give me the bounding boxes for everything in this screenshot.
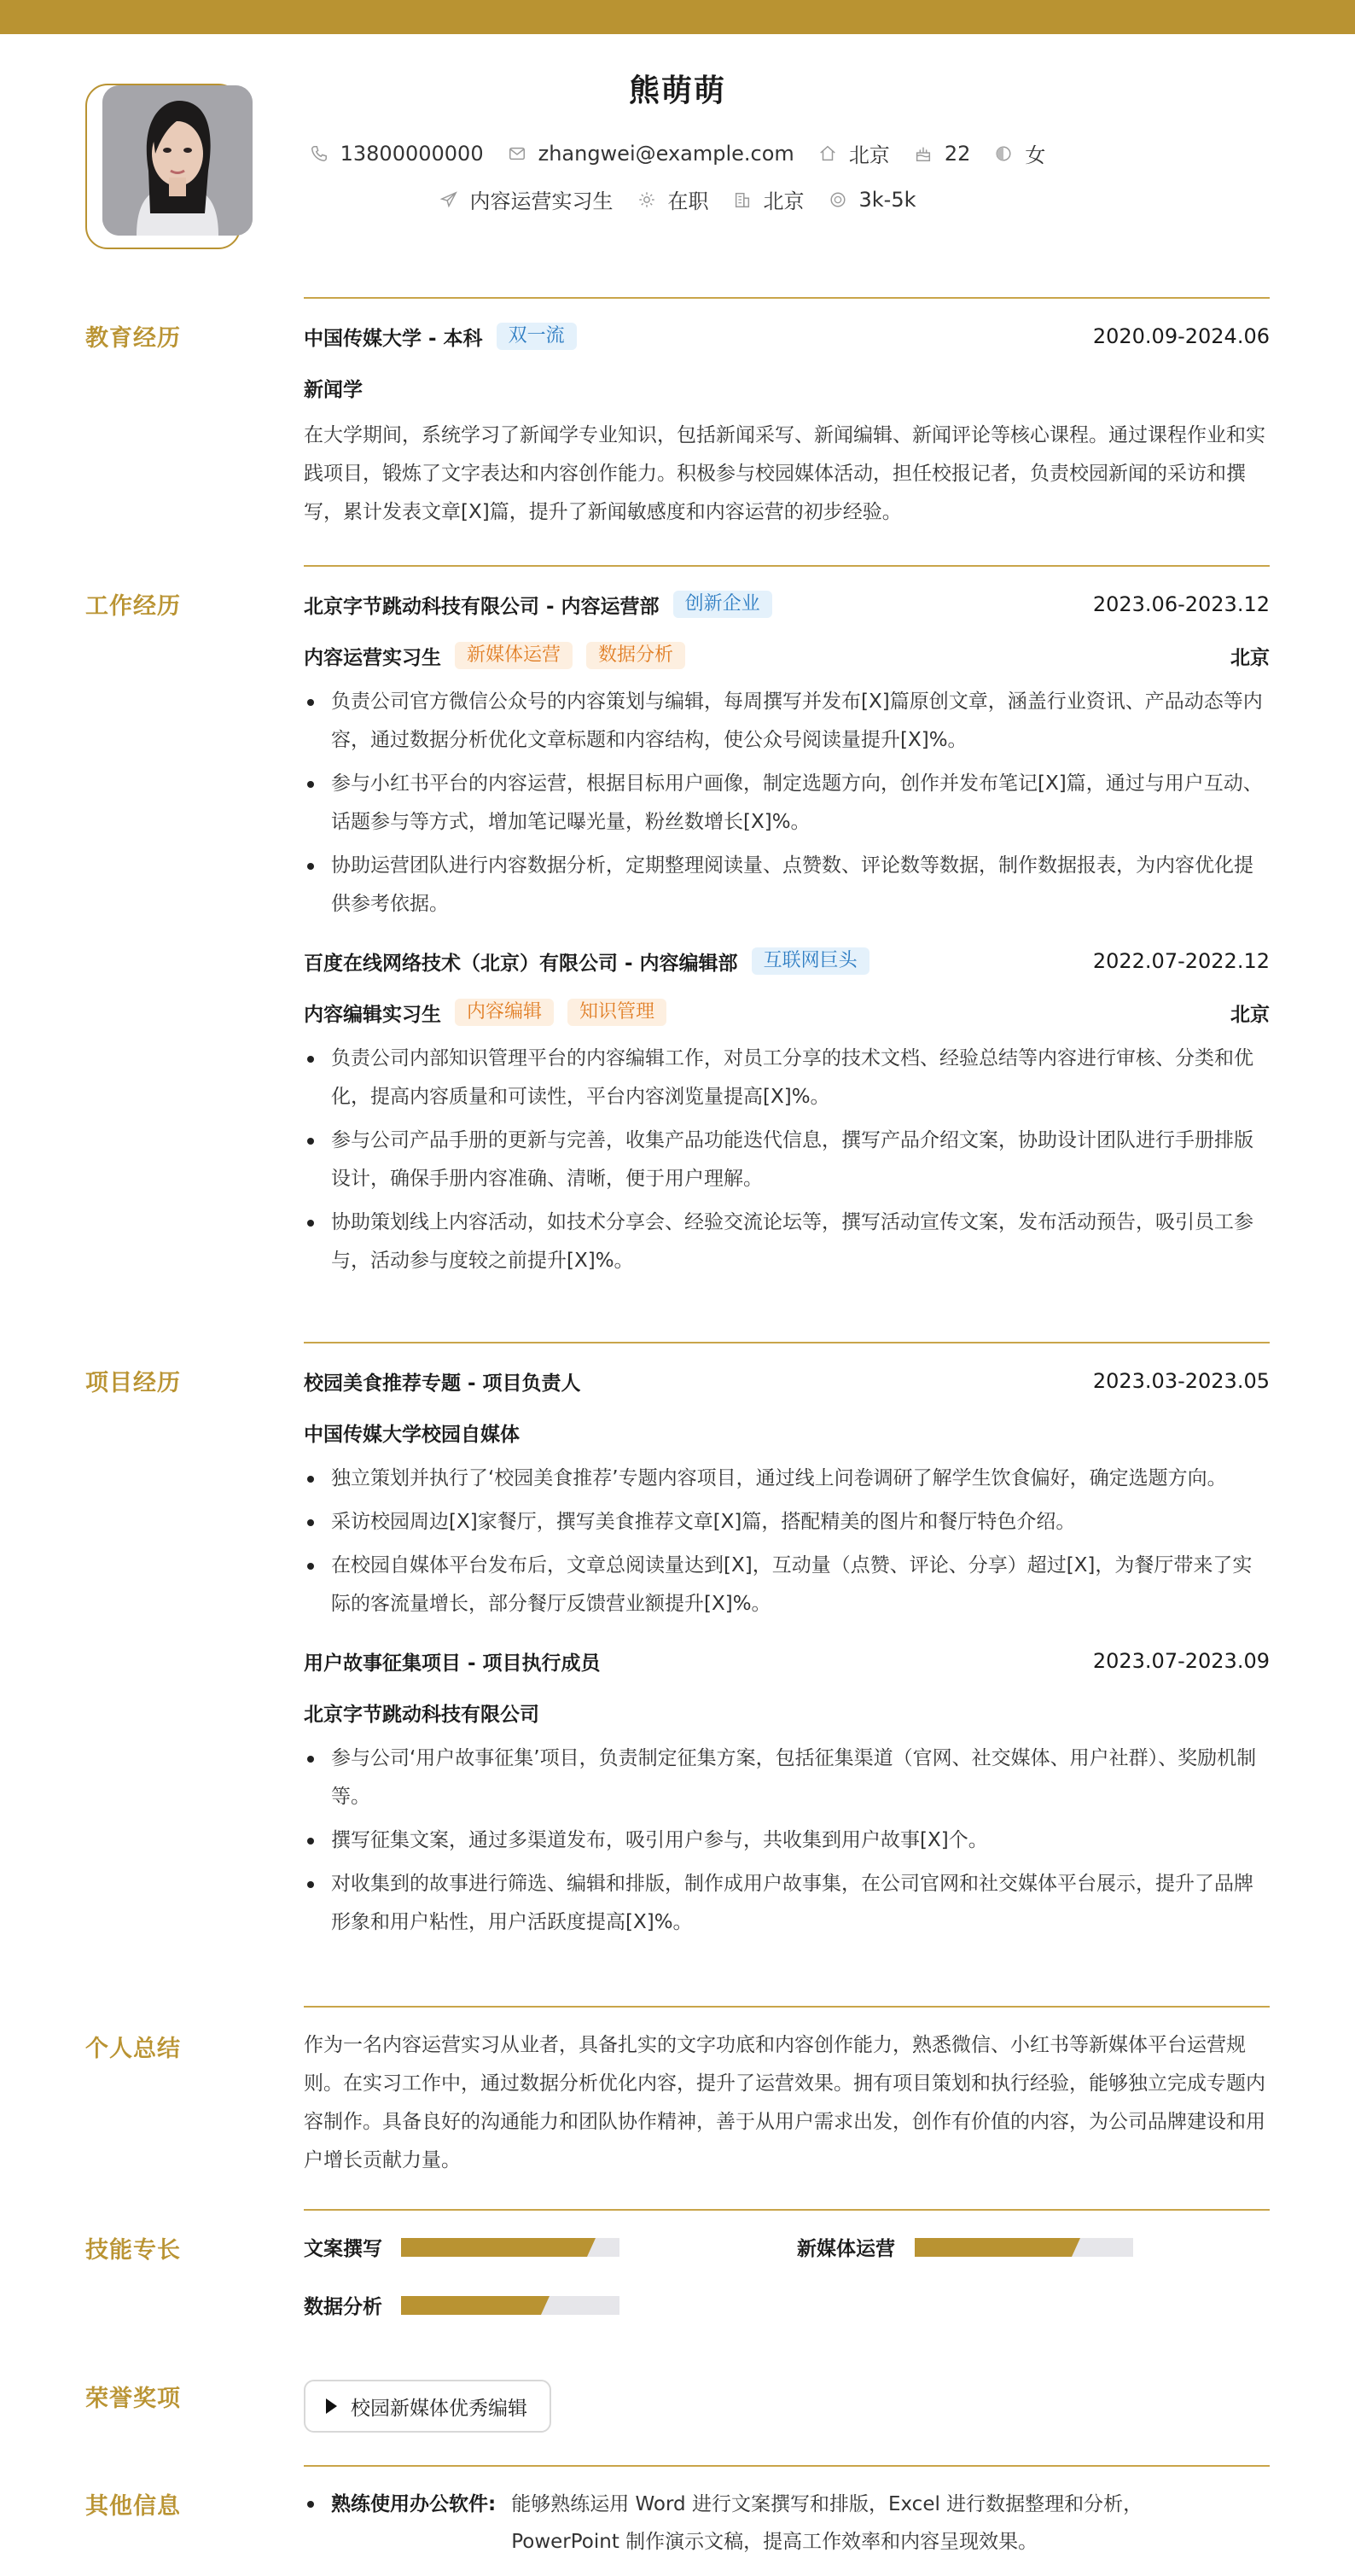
company-name: 百度在线网络技术（北京）有限公司 - 内容编辑部 <box>304 952 738 975</box>
job-role: 内容运营实习生 <box>304 646 441 669</box>
project-entry <box>304 1644 1270 1942</box>
skill-item <box>304 2291 619 2319</box>
target-city-text: 北京 <box>763 189 805 213</box>
section-title-projects: 项目经历 <box>85 1370 181 1396</box>
job-location: 北京 <box>1230 646 1270 669</box>
education-content <box>304 319 1270 532</box>
school-name: 中国传媒大学 - 本科 <box>304 327 483 350</box>
salary-item <box>829 188 916 212</box>
project-entry <box>304 1364 1270 1623</box>
cake-icon <box>914 144 933 163</box>
send-icon <box>439 190 458 209</box>
list-item: 参与公司产品手册的更新与完善，收集产品功能迭代信息，撰写产品介绍文案，协助设计团队进行手册排版设计，确保手册内容准确、清晰，便于用户理解。 <box>304 1122 1270 1198</box>
project-org: 北京字节跳动科技有限公司 <box>304 1703 539 1726</box>
project-name: 校园美食推荐专题 - 项目负责人 <box>304 1372 581 1395</box>
role-tag: 新媒体运营 <box>455 642 573 669</box>
list-item: 在校园自媒体平台发布后，文章总阅读量达到[X]，互动量（点赞、评论、分享）超过[X]，为餐厅带来了实际的客流量增长，部分餐厅反馈营业额提升[X]%。 <box>304 1547 1270 1623</box>
award-item-button[interactable] <box>304 2380 551 2433</box>
company-tag: 创新企业 <box>673 591 772 618</box>
age-item <box>914 142 971 166</box>
job-role: 内容编辑实习生 <box>304 1003 441 1026</box>
gender-item <box>994 138 1045 168</box>
project-date: 2023.07-2023.09 <box>1092 1649 1270 1673</box>
work-entry <box>304 944 1270 1280</box>
skill-bar <box>401 2238 619 2257</box>
gear-icon <box>637 190 656 209</box>
award-text: 校园新媒体优秀编辑 <box>351 2397 527 2420</box>
section-divider <box>304 1342 1270 1343</box>
project-date: 2023.03-2023.05 <box>1092 1369 1270 1393</box>
role-tag: 数据分析 <box>586 642 685 669</box>
work-date: 2023.06-2023.12 <box>1092 592 1270 616</box>
skill-label: 新媒体运营 <box>797 2238 895 2260</box>
city-text: 北京 <box>848 143 890 167</box>
email-text[interactable]: zhangwei@example.com <box>538 141 794 166</box>
status-text: 在职 <box>667 189 709 213</box>
list-item: 负责公司官方微信公众号的内容策划与编辑，每周撰写并发布[X]篇原创文章，涵盖行业资讯、产品动态等内容，通过数据分析优化文章标题和内容结构，使公众号阅读量提升[X]%。 <box>304 683 1270 760</box>
list-item: 对收集到的故事进行筛选、编辑和排版，制作成用户故事集，在公司官网和社交媒体平台展示，提升了品牌形象和用户粘性，用户活跃度提高[X]%。 <box>304 1865 1270 1942</box>
work-content <box>304 587 1270 1280</box>
candidate-name: 熊萌萌 <box>628 73 726 108</box>
education-date: 2020.09-2024.06 <box>1092 324 1270 348</box>
list-item: 撰写征集文案，通过多渠道发布，吸引用户参与，共收集到用户故事[X]个。 <box>304 1821 1270 1860</box>
skill-bar <box>401 2296 619 2315</box>
skill-label: 文案撰写 <box>304 2238 382 2260</box>
other-value: 能够熟练运用 Word 进行文案撰写和排版，Excel 进行数据整理和分析，PowerPoint 制作演示文稿，提高工作效率和内容呈现效果。 <box>511 2493 1143 2553</box>
project-name: 用户故事征集项目 - 项目执行成员 <box>304 1652 601 1675</box>
list-item: 协助运营团队进行内容数据分析，定期整理阅读量、点赞数、评论数等数据，制作数据报表，为内容优化提供参考依据。 <box>304 847 1270 924</box>
mail-icon <box>508 144 526 163</box>
project-bullets <box>304 1460 1270 1623</box>
school-tag: 双一流 <box>497 323 577 350</box>
work-bullets <box>304 683 1270 924</box>
role-tag: 知识管理 <box>567 999 666 1026</box>
list-item: 参与小红书平台的内容运营，根据目标用户画像，制定选题方向，创作并发布笔记[X]篇，通过与用户互动、话题参与等方式，增加笔记曝光量，粉丝数增长[X]%。 <box>304 765 1270 842</box>
project-bullets <box>304 1740 1270 1942</box>
work-bullets <box>304 1040 1270 1280</box>
section-title-summary: 个人总结 <box>85 2036 181 2062</box>
skill-item <box>304 2233 619 2261</box>
skill-bar-fill <box>915 2238 1072 2257</box>
list-item <box>304 2486 1270 2561</box>
section-divider <box>304 2209 1270 2211</box>
age-text: 22 <box>944 141 971 166</box>
education-description: 在大学期间，系统学习了新闻学专业知识，包括新闻采写、新闻编辑、新闻评论等核心课程。通过课程作业和实践项目，锻炼了文字表达和内容创作能力。积极参与校园媒体活动，担任校报记者，负责校园新闻的采访和撰写，累计发表文章[X]篇，提升了新闻敏感度和内容运营的初步经验。 <box>304 424 1265 523</box>
section-divider <box>304 565 1270 567</box>
list-item: 独立策划并执行了‘校园美食推荐’专题内容项目，通过线上问卷调研了解学生饮食偏好，确定选题方向。 <box>304 1460 1270 1498</box>
target-city-item <box>733 184 805 214</box>
salary-text: 3k-5k <box>858 187 916 212</box>
section-title-education: 教育经历 <box>85 325 181 352</box>
role-tag: 内容编辑 <box>455 999 554 1026</box>
status-item <box>637 184 709 214</box>
projects-content <box>304 1364 1270 1942</box>
project-org: 中国传媒大学校园自媒体 <box>304 1423 520 1446</box>
skill-bar-fill <box>401 2238 587 2257</box>
email-item <box>508 142 794 166</box>
section-divider <box>304 2006 1270 2008</box>
job-location: 北京 <box>1230 1003 1270 1026</box>
gender-icon <box>994 144 1013 163</box>
gender-text: 女 <box>1025 143 1046 167</box>
other-key: 熟练使用办公软件: <box>331 2493 497 2515</box>
list-item: 协助策划线上内容活动，如技术分享会、经验交流论坛等，撰写活动宣传文案，发布活动预告，吸引员工参与，活动参与度较之前提升[X]%。 <box>304 1203 1270 1280</box>
position-item <box>439 184 614 214</box>
coin-icon <box>829 190 847 209</box>
section-title-other: 其他信息 <box>85 2493 181 2520</box>
skill-item <box>797 2233 1133 2261</box>
building-icon <box>733 190 752 209</box>
list-item: 采访校园周边[X]家餐厅，撰写美食推荐文章[X]篇，搭配精美的图片和餐厅特色介绍。 <box>304 1503 1270 1542</box>
company-name: 北京字节跳动科技有限公司 - 内容运营部 <box>304 595 660 618</box>
summary-text: 作为一名内容运营实习从业者，具备扎实的文字功底和内容创作能力，熟悉微信、小红书等新媒体平台运营规则。在实习工作中，通过数据分析优化内容，提升了运营效果。拥有项目策划和执行经验，能够独立完成专题内容制作。具备良好的沟通能力和团队协作精神，善于从用户需求出发，创作有价值的内容，为公司品牌建设和用户增长贡献力量。 <box>304 2034 1265 2171</box>
company-tag: 互联网巨头 <box>752 947 869 975</box>
phone-text[interactable]: 13800000000 <box>340 141 484 166</box>
skill-bar <box>915 2238 1133 2257</box>
phone-icon <box>310 144 329 163</box>
profile-header <box>0 34 1355 273</box>
skill-bar-fill <box>401 2296 541 2315</box>
contact-row <box>0 138 1355 168</box>
list-item: 负责公司内部知识管理平台的内容编辑工作，对员工分享的技术文档、经验总结等内容进行审核、分类和优化，提高内容质量和可读性，平台内容浏览量提高[X]%。 <box>304 1040 1270 1116</box>
section-divider <box>304 2465 1270 2467</box>
work-entry <box>304 587 1270 924</box>
work-date: 2022.07-2022.12 <box>1092 949 1270 973</box>
top-accent-bar <box>0 0 1355 34</box>
home-icon <box>818 144 837 163</box>
position-text: 内容运营实习生 <box>469 189 614 213</box>
section-title-honors: 荣誉奖项 <box>85 2386 181 2412</box>
section-divider <box>304 297 1270 299</box>
major-name: 新闻学 <box>304 378 363 401</box>
job-intention-row <box>0 184 1355 214</box>
play-triangle-icon <box>326 2398 337 2414</box>
section-title-skills: 技能专长 <box>85 2237 181 2264</box>
skill-label: 数据分析 <box>304 2296 382 2318</box>
phone-item <box>310 142 484 166</box>
other-content <box>304 2486 1270 2561</box>
city-item <box>818 138 890 168</box>
section-title-work: 工作经历 <box>85 593 181 620</box>
list-item: 参与公司‘用户故事征集’项目，负责制定征集方案，包括征集渠道（官网、社交媒体、用户社群）、奖励机制等。 <box>304 1740 1270 1816</box>
